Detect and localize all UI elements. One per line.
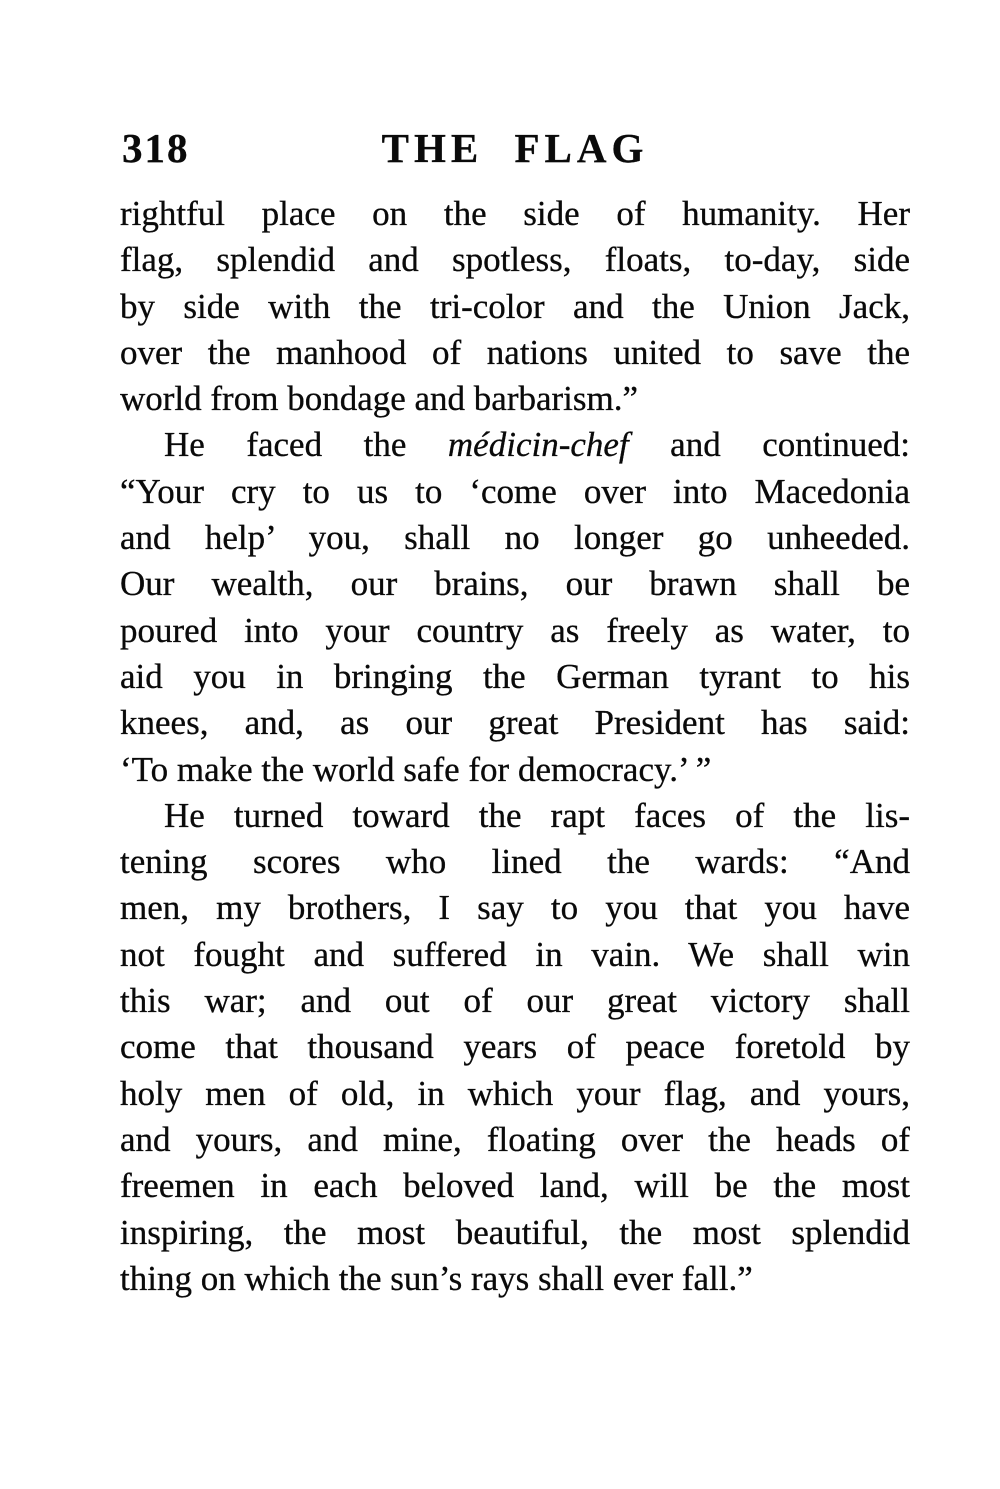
text-line: knees, and, as our great President has said: xyxy=(120,703,910,743)
text-segment: and continued: xyxy=(628,425,910,465)
text-line xyxy=(120,422,910,468)
text-line: aid you in bringing the German tyrant to his xyxy=(120,656,910,696)
text-line: inspiring, the most beautiful, the most splendid xyxy=(120,1212,910,1252)
text-line: flag, splendid and spotless, floats, to-day, side xyxy=(120,240,910,280)
text-line: freemen in each beloved land, will be the most xyxy=(120,1166,910,1206)
text-segment: He faced the xyxy=(164,425,448,465)
text-line: and yours, and mine, floating over the heads of xyxy=(120,1119,910,1159)
page-number: 318 xyxy=(122,125,190,171)
text-line: by side with the tri-color and the Union Jack, xyxy=(120,286,910,326)
text-line: Our wealth, our brains, our brawn shall be xyxy=(120,564,910,604)
text-line: tening scores who lined the wards: “And xyxy=(120,842,910,882)
text-line: world from bondage and barbarism.” xyxy=(120,379,639,419)
text-line: “Your cry to us to ‘come over into Macedonia xyxy=(120,471,910,511)
text-block xyxy=(120,191,910,1302)
page-header xyxy=(120,126,910,170)
running-title: THE FLAG xyxy=(381,125,649,171)
text-line: rightful place on the side of humanity. Her xyxy=(120,194,910,233)
paragraph-1 xyxy=(120,191,910,422)
text-line: thing on which the sun’s rays shall ever fall.” xyxy=(120,1258,753,1298)
text-line: holy men of old, in which your flag, and yours, xyxy=(120,1073,910,1113)
text-line: ‘To make the world safe for democracy.’ ” xyxy=(120,749,712,789)
italic-phrase: médicin-chef xyxy=(447,425,629,465)
text-line: not fought and suffered in vain. We shall win xyxy=(120,934,910,974)
text-line: poured into your country as freely as water, to xyxy=(120,610,910,650)
text-line: come that thousand years of peace foretold by xyxy=(120,1027,910,1067)
text-line: He turned toward the rapt faces of the lis- xyxy=(164,795,910,835)
paragraph-3 xyxy=(120,793,910,1302)
text-line: this war; and out of our great victory shall xyxy=(120,981,910,1021)
paragraph-2 xyxy=(120,422,910,792)
text-line: over the manhood of nations united to save the xyxy=(120,332,910,372)
text-line: and help’ you, shall no longer go unheeded. xyxy=(120,518,910,558)
text-line: men, my brothers, I say to you that you have xyxy=(120,888,910,928)
